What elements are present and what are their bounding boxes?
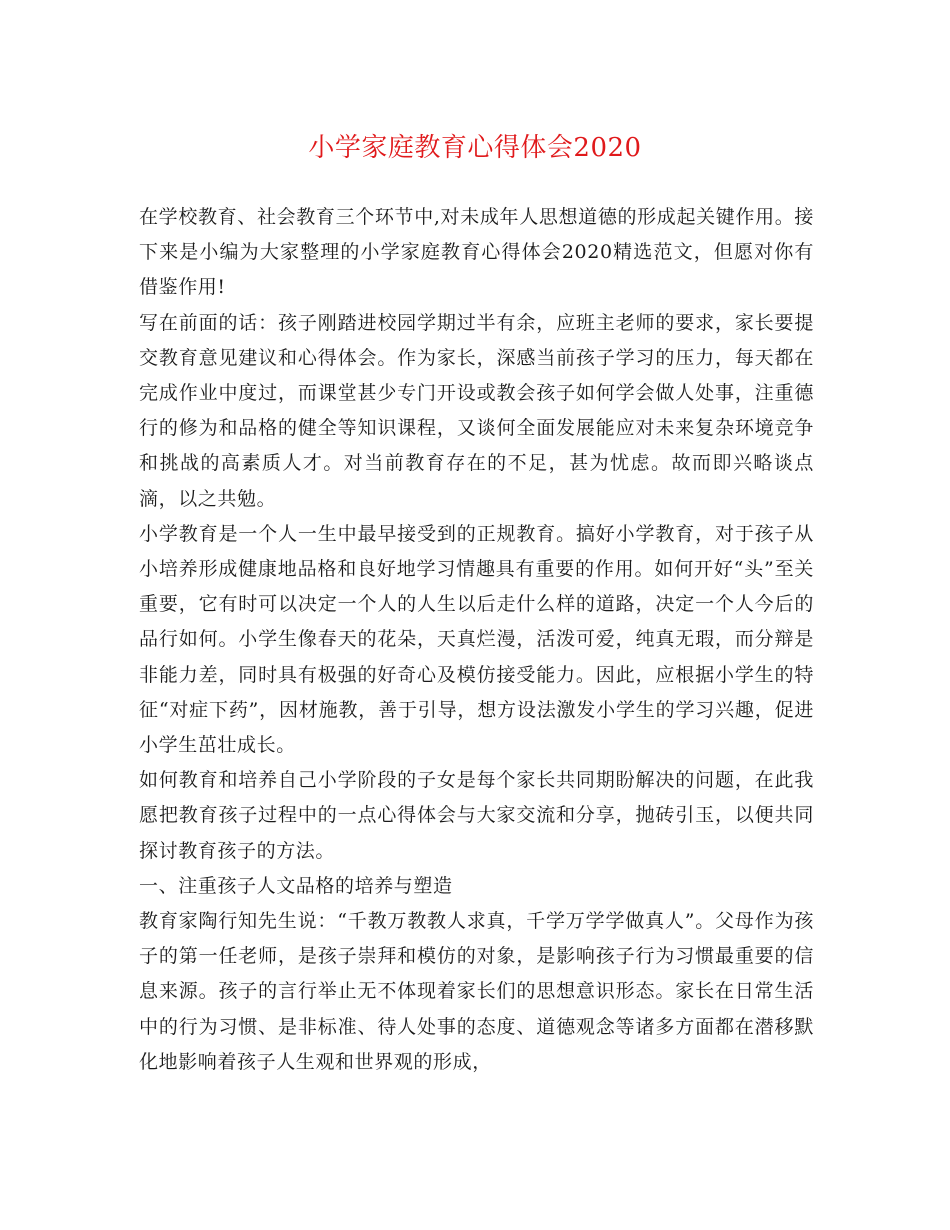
- document-body: [139, 200, 814, 1080]
- paragraph-intro: 在学校教育、社会教育三个环节中,对未成年人思想道德的形成起关键作用。接下来是小编为大家整理的小学家庭教育心得体会2020精选范文，但愿对你有借鉴作用!: [139, 206, 814, 299]
- paragraph-primary-education: 小学教育是一个人一生中最早接受到的正规教育。搞好小学教育，对于孩子从小培养形成健康地品格和良好地学习情趣具有重要的作用。如何开好“头”至关重要，它有时可以决定一个人的人生以后走什么样的道路，决定一个人今后的品行如何。小学生像春天的花朵，天真烂漫，活泼可爱，纯真无瑕，而分辩是非能力差，同时具有极强的好奇心及模仿接受能力。因此，应根据小学生的特征“对症下药”，因材施教，善于引导，想方设法激发小学生的学习兴趣，促进小学生茁壮成长。: [139, 522, 814, 757]
- document-title: 小学家庭教育心得体会2020: [308, 133, 642, 163]
- paragraph-tao-xingzhi: 教育家陶行知先生说：“千教万教教人求真，千学万学学做真人”。父母作为孩子的第一任老师，是孩子崇拜和模仿的对象，是影响孩子行为习惯最重要的信息来源。孩子的言行举止无不体现着家长们的思想意识形态。家长在日常生活中的行为习惯、是非标准、待人处事的态度、道德观念等诸多方面都在潜移默化地影响着孩子人生观和世界观的形成，: [139, 910, 814, 1073]
- section-heading-1: 一、注重孩子人文品格的培养与塑造: [139, 874, 453, 897]
- paragraph-how-to-educate: 如何教育和培养自己小学阶段的子女是每个家长共同期盼解决的问题，在此我愿把教育孩子过程中的一点心得体会与大家交流和分享，抛砖引玉，以便共同探讨教育孩子的方法。: [139, 769, 814, 862]
- paragraph-preface: 写在前面的话：孩子刚踏进校园学期过半有余，应班主老师的要求，家长要提交教育意见建议和心得体会。作为家长，深感当前孩子学习的压力，每天都在完成作业中度过，而课堂甚少专门开设或教会孩子如何学会做人处事，注重德行的修为和品格的健全等知识课程，又谈何全面发展能应对未来复杂环境竞争和挑战的高素质人才。对当前教育存在的不足，甚为忧虑。故而即兴略谈点滴，以之共勉。: [139, 311, 814, 510]
